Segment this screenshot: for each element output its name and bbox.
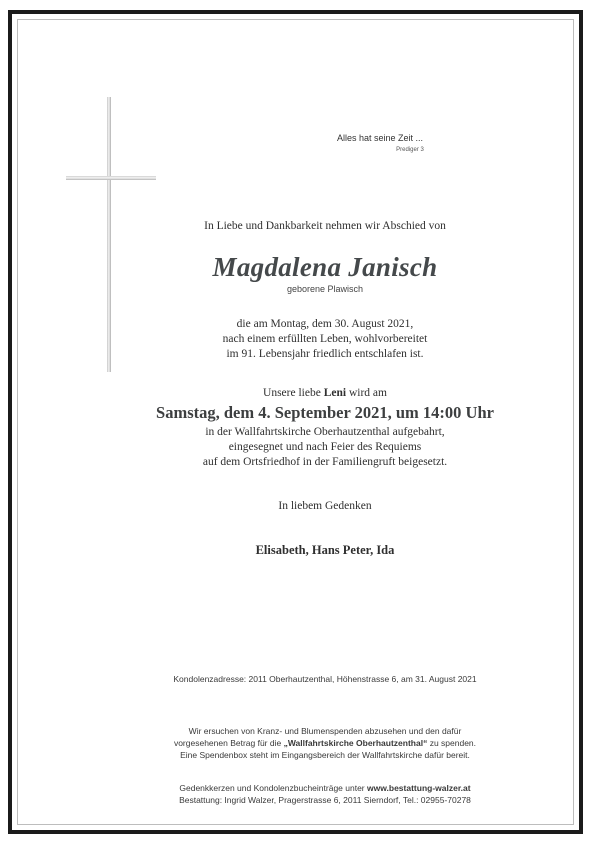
memory-text: In liebem Gedenken [278,500,372,512]
death-line: nach einem erfüllten Leben, wohlvorbereitet [222,333,428,345]
deceased-name: Magdalena Janisch [212,252,438,282]
cross-icon-beam [66,176,156,179]
motto-text: Alles hat seine Zeit ... [336,133,424,143]
funeral-line: auf dem Ortsfriedhof in der Familiengruft beigesetzt. [202,456,448,468]
funeral-date: Samstag, dem 4. September 2021, um 14:00 Uhr [156,403,494,422]
website-link[interactable]: www.bestattung-walzer.at [367,783,471,793]
donation-text: zu spenden. [427,738,477,748]
funeral-details [0,425,595,470]
donation-line: Eine Spendenbox steht im Eingangsbereich der Wallfahrtskirche dafür bereit. [180,750,470,760]
maiden-name: geborene Plawisch [286,284,364,294]
footer-text: Gedenkkerzen und Kondolenzbucheinträge unter [179,783,367,793]
condolence-address: Kondolenzadresse: 2011 Oberhautzenthal, Höhenstrasse 6, am 31. August 2021 [173,674,477,684]
funeral-home-address: Bestattung: Ingrid Walzer, Pragerstrasse 6, 2011 Sierndorf, Tel.: 02955-70278 [179,795,471,805]
family-names: Elisabeth, Hans Peter, Ida [255,543,395,557]
nickname-after: wird am [346,387,387,399]
motto-source: Prediger 3 [396,147,424,153]
nickname: Leni [323,387,347,399]
footer-line [0,782,595,794]
donation-line [0,737,595,749]
footer [0,782,595,806]
donation-line: Wir ersuchen von Kranz- und Blumenspenden abzusehen und den dafür [188,726,462,736]
intro-text: In Liebe und Dankbarkeit nehmen wir Abschied von [204,220,446,232]
death-line: im 91. Lebensjahr friedlich entschlafen ist. [226,348,424,360]
donation-notice [0,725,595,761]
church-name: „Wallfahrtskirche Oberhautzenthal“ [283,738,428,748]
funeral-line: in der Wallfahrtskirche Oberhautzenthal aufgebahrt, [205,426,445,438]
donation-text: vorgesehenen Betrag für die [173,738,284,748]
nickname-before: Unsere liebe [263,387,324,399]
death-line: die am Montag, dem 30. August 2021, [236,318,414,330]
death-notice [0,317,595,362]
nickname-line [0,386,595,401]
funeral-line: eingesegnet und nach Feier des Requiems [228,441,422,453]
